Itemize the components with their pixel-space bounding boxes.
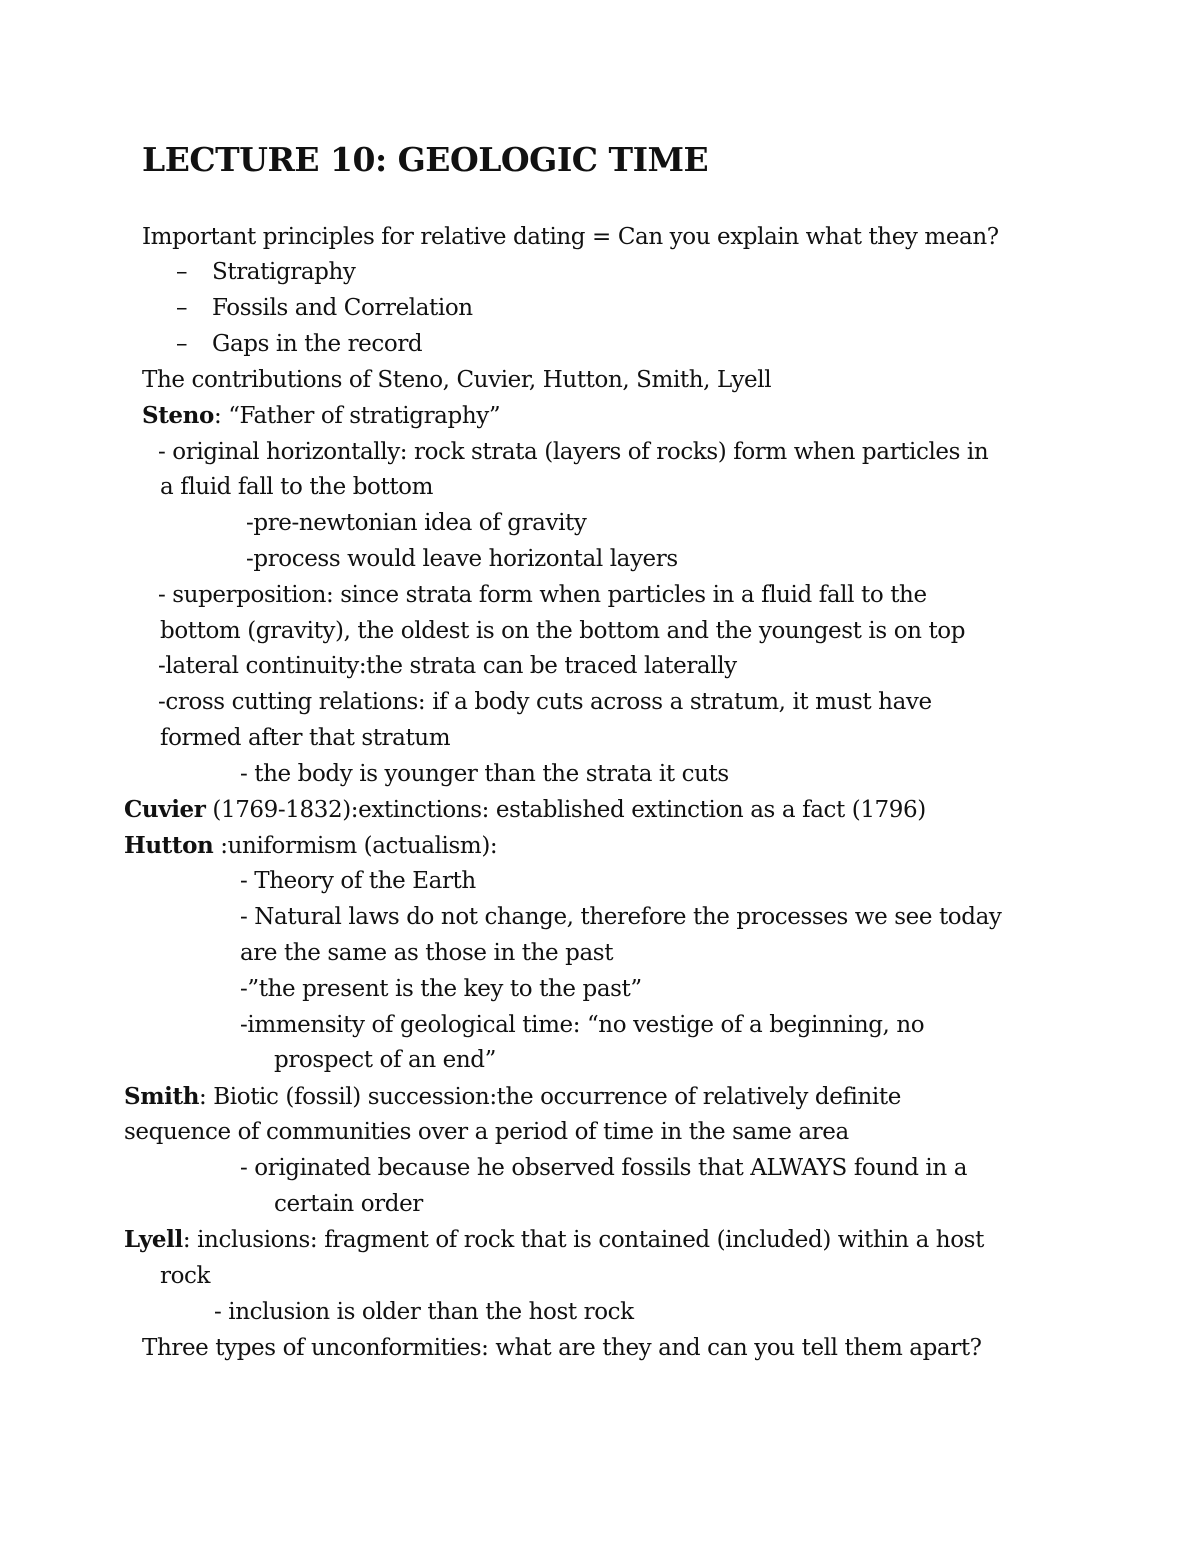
smith-subline: - originated because he observed fossils that ALWAYS found in a	[240, 1155, 968, 1181]
bullet-dash: –	[176, 331, 188, 357]
smith-name: Smith	[124, 1083, 200, 1110]
bullet-item: Gaps in the record	[212, 331, 423, 357]
smith-subline: certain order	[274, 1191, 423, 1217]
lyell-line	[124, 1225, 984, 1255]
bullet-dash: –	[176, 295, 188, 321]
cuvier-text: (1769-1832):extinctions: established extinction as a fact (1796)	[205, 797, 926, 823]
closing-question: Three types of unconformities: what are they and can you tell them apart?	[142, 1335, 982, 1361]
steno-name: Steno	[142, 402, 214, 429]
hutton-name: Hutton	[124, 832, 214, 859]
steno-line: - superposition: since strata form when particles in a fluid fall to the	[158, 582, 927, 608]
hutton-line	[124, 831, 497, 861]
steno-heading-text: : “Father of stratigraphy”	[213, 403, 501, 429]
hutton-subline: -immensity of geological time: “no vestige of a beginning, no	[240, 1012, 925, 1038]
bullet-item: Stratigraphy	[212, 259, 356, 285]
steno-line: - the body is younger than the strata it cuts	[240, 761, 729, 787]
steno-line: - original horizontally: rock strata (layers of rocks) form when particles in	[158, 439, 989, 465]
bullet-dash: –	[176, 259, 188, 285]
lyell-text: : inclusions: fragment of rock that is contained (included) within a host	[182, 1227, 984, 1253]
steno-line: -process would leave horizontal layers	[246, 546, 678, 572]
steno-line: bottom (gravity), the oldest is on the bottom and the youngest is on top	[160, 618, 966, 644]
steno-heading	[142, 401, 500, 431]
smith-text: : Biotic (fossil) succession:the occurrence of relatively definite	[199, 1084, 901, 1110]
steno-line: -lateral continuity:the strata can be traced laterally	[158, 653, 737, 679]
steno-line: -cross cutting relations: if a body cuts across a stratum, it must have	[158, 689, 932, 715]
hutton-subline: prospect of an end”	[274, 1047, 496, 1073]
steno-line: -pre-newtonian idea of gravity	[246, 510, 587, 536]
smith-subline: sequence of communities over a period of time in the same area	[124, 1119, 849, 1145]
contributions-line: The contributions of Steno, Cuvier, Hutton, Smith, Lyell	[142, 367, 772, 393]
hutton-text: :uniformism (actualism):	[213, 833, 498, 859]
smith-line	[124, 1082, 901, 1112]
hutton-subline: - Theory of the Earth	[240, 868, 476, 894]
cuvier-name: Cuvier	[124, 796, 206, 823]
steno-line: a fluid fall to the bottom	[160, 474, 434, 500]
bullet-item: Fossils and Correlation	[212, 295, 473, 321]
steno-line: formed after that stratum	[160, 725, 451, 751]
intro-question: Important principles for relative dating = Can you explain what they mean?	[142, 224, 999, 250]
hutton-subline: are the same as those in the past	[240, 940, 614, 966]
lyell-subline: - inclusion is older than the host rock	[214, 1299, 634, 1325]
lyell-name: Lyell	[124, 1226, 183, 1253]
hutton-subline: - Natural laws do not change, therefore the processes we see today	[240, 904, 1002, 930]
hutton-subline: -”the present is the key to the past”	[240, 976, 642, 1002]
lyell-subline: rock	[160, 1263, 211, 1289]
page-title: LECTURE 10: GEOLOGIC TIME	[142, 140, 709, 179]
cuvier-line	[124, 795, 926, 825]
